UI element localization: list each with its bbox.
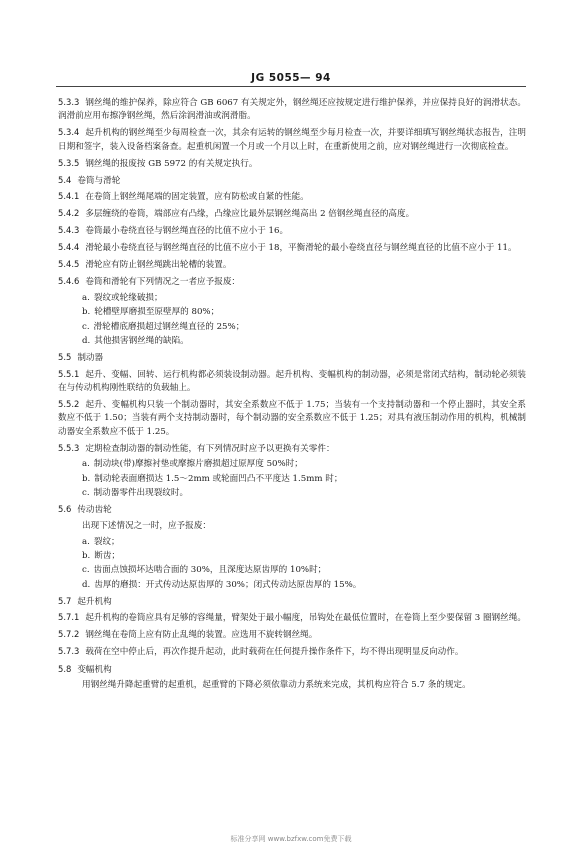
clause-number: 5.7.1 bbox=[58, 612, 80, 623]
clause-text: 出现下述情况之一时，应予报废： bbox=[82, 520, 211, 531]
list-item bbox=[58, 536, 526, 549]
clause-text: 载荷在空中停止后，再次作提升起动，此时载荷在任何提升操作条件下，均不得出现明显反向动作。 bbox=[85, 647, 464, 658]
clause-number: 5.5.1 bbox=[58, 368, 80, 379]
section-heading bbox=[58, 595, 526, 609]
clause-text: 卷筒最小卷绕直径与钢丝绳直径的比值不应小于 16。 bbox=[85, 226, 289, 237]
clause-number: 5.7 bbox=[58, 596, 72, 607]
clause-text: 变幅机构 bbox=[77, 664, 112, 675]
list-label: d. bbox=[82, 579, 91, 590]
section-heading bbox=[58, 663, 526, 677]
clause-text: 在卷筒上钢丝绳尾端的固定装置，应有防松或自紧的性能。 bbox=[85, 192, 309, 203]
list-item bbox=[58, 550, 526, 563]
standard-code-header: JG 5055— 94 bbox=[251, 72, 331, 84]
list-label: a. bbox=[82, 292, 90, 303]
clause-paragraph bbox=[58, 442, 526, 456]
clause-text: 起升机构 bbox=[77, 597, 112, 608]
clause-number: 5.5.2 bbox=[58, 398, 80, 409]
list-item bbox=[58, 335, 526, 348]
clause-number: 5.6 bbox=[58, 504, 72, 515]
clause-paragraph bbox=[58, 190, 526, 204]
clause-paragraph bbox=[58, 96, 526, 124]
clause-text: 钢丝绳的报废按 GB 5972 的有关规定执行。 bbox=[85, 158, 258, 169]
section-heading bbox=[58, 503, 526, 517]
list-item bbox=[58, 487, 526, 500]
list-label: b. bbox=[82, 307, 91, 318]
clause-paragraph bbox=[58, 224, 526, 238]
clause-number: 5.4.1 bbox=[58, 191, 80, 202]
watermark-footer: 标准分享网 www.bzfxw.com免费下载 bbox=[230, 835, 352, 843]
list-item bbox=[58, 579, 526, 592]
clause-text: 传动齿轮 bbox=[77, 505, 112, 516]
clause-paragraph bbox=[58, 126, 526, 154]
paragraph bbox=[58, 520, 526, 533]
header-rule bbox=[56, 86, 526, 87]
clause-text: 轮槽壁厚磨损至原壁厚的 80%； bbox=[94, 307, 220, 318]
clause-paragraph bbox=[58, 368, 526, 396]
clause-text: 钢丝绳的维护保养，除应符合 GB 6067 有关规定外，钢丝绳还应按规定进行维护保养，并应保持良好的润滑状态。润滑前应用布擦净钢丝绳，然后涂润滑油或润滑脂。 bbox=[58, 98, 526, 122]
list-label: d. bbox=[82, 335, 91, 346]
clause-paragraph bbox=[58, 611, 526, 625]
clause-text: 裂纹或轮缘破损； bbox=[93, 292, 163, 303]
clause-text: 起升、变幅机构只装一个制动器时，其安全系数应不低于 1.75；当装有一个支持制动器和一个停止器时，其安全系数应不低于 1.50；当装有两个支持制动器时，每个制动器的安全系数应不低于 1.25；对具有液压制动作用的机构，机械制动器安全系数应不低于 1.25。 bbox=[58, 399, 526, 437]
clause-text: 定期检查制动器的制动性能，有下列情况时应予以更换有关零件： bbox=[85, 443, 335, 454]
clause-text: 钢丝绳在卷筒上应有防止乱绳的装置。应选用不旋转钢丝绳。 bbox=[85, 630, 318, 641]
clause-number: 5.3.3 bbox=[58, 97, 80, 107]
list-label: b. bbox=[82, 551, 91, 562]
list-item bbox=[58, 321, 526, 334]
list-item bbox=[58, 473, 526, 486]
clause-paragraph bbox=[58, 241, 526, 255]
clause-text: 制动轮表面磨损达 1.5～2mm 或轮面凹凸不平度达 1.5mm 时； bbox=[94, 473, 343, 484]
clause-text: 起升、变幅、回转、运行机构都必须装设制动器。起升机构、变幅机构的制动器，必须是常闭式结构，制动轮必须装在与传动机构刚性联结的负载轴上。 bbox=[58, 369, 526, 393]
clause-number: 5.7.2 bbox=[58, 629, 80, 640]
clause-number: 5.4.6 bbox=[58, 275, 80, 286]
clause-paragraph bbox=[58, 258, 526, 272]
clause-text: 起升机构的卷筒应具有足够的容绳量，臂架处于最小幅度，吊钩处在最低位置时，在卷筒上至少要保留 3 圈钢丝绳。 bbox=[85, 613, 526, 624]
clause-text: 制动器 bbox=[77, 353, 104, 364]
list-label: b. bbox=[82, 473, 91, 484]
clause-number: 5.4 bbox=[58, 174, 72, 185]
list-item bbox=[58, 564, 526, 577]
list-item bbox=[58, 458, 526, 471]
clause-text: 断齿； bbox=[94, 551, 121, 562]
clause-paragraph bbox=[58, 628, 526, 642]
clause-text: 滑轮应有防止钢丝绳跳出轮槽的装置。 bbox=[85, 260, 232, 270]
clause-paragraph bbox=[58, 207, 526, 221]
clause-paragraph bbox=[58, 157, 526, 171]
clause-number: 5.5 bbox=[58, 352, 72, 363]
list-label: c. bbox=[82, 565, 90, 576]
clause-number: 5.3.5 bbox=[58, 157, 80, 168]
list-label: a. bbox=[82, 459, 90, 470]
clause-number: 5.7.3 bbox=[58, 646, 80, 657]
list-label: c. bbox=[82, 488, 90, 499]
clause-text: 多层缠绕的卷筒，端部应有凸缘，凸缘应比最外层钢丝绳高出 2 倍钢丝绳直径的高度。 bbox=[85, 209, 415, 220]
clause-number: 5.8 bbox=[58, 663, 72, 674]
clause-number: 5.4.3 bbox=[58, 225, 80, 236]
clause-text: 卷筒和滑轮有下列情况之一者应予报废： bbox=[85, 276, 241, 287]
clause-text: 制动器零件出现裂纹时。 bbox=[93, 488, 189, 499]
clause-text: 卷筒与滑轮 bbox=[77, 175, 121, 186]
clause-text: 滑轮槽底磨损超过钢丝绳直径的 25%； bbox=[93, 321, 245, 332]
clause-paragraph bbox=[58, 645, 526, 659]
clause-text: 其他损害钢丝绳的缺陷。 bbox=[94, 335, 189, 346]
clause-text: 滑轮最小卷绕直径与钢丝绳直径的比值不应小于 18，平衡滑轮的最小卷绕直径与钢丝绳直径的比值不应小于 11。 bbox=[85, 243, 517, 254]
clause-number: 5.4.5 bbox=[58, 259, 80, 269]
clause-text: 用钢丝绳升降起重臂的起重机，起重臂的下降必须依靠动力系统来完成，其机构应符合 5.7 条的规定。 bbox=[82, 680, 471, 691]
clause-paragraph bbox=[58, 398, 526, 439]
clause-paragraph bbox=[58, 275, 526, 289]
clause-number: 5.4.4 bbox=[58, 242, 80, 253]
clause-text: 裂纹； bbox=[93, 536, 120, 547]
clause-text: 齿面点蚀损坏达啮合面的 30%，且深度达原齿厚的 10%时； bbox=[93, 565, 327, 576]
clause-number: 5.3.4 bbox=[58, 127, 80, 138]
document-body bbox=[58, 96, 526, 695]
clause-number: 5.5.3 bbox=[58, 442, 80, 453]
clause-number: 5.4.2 bbox=[58, 208, 80, 219]
clause-text: 制动块(带)摩擦衬垫或摩擦片磨损超过原厚度 50%时； bbox=[93, 459, 303, 470]
clause-text: 起升机构的钢丝绳至少每周检查一次，其余有运转的钢丝绳至少每月检查一次，并要详细填写钢丝绳状态报告，注明日期和签字，装入设备档案备查。起重机闲置一个月或一个月以上时，在重新使用之前，应对钢丝绳进行一次彻底检查。 bbox=[58, 128, 526, 152]
list-label: a. bbox=[82, 536, 90, 547]
section-heading bbox=[58, 174, 526, 188]
list-item bbox=[58, 306, 526, 319]
list-item bbox=[58, 292, 526, 305]
clause-text: 齿厚的磨损：开式传动达原齿厚的 30%；闭式传动达原齿厚的 15%。 bbox=[94, 579, 362, 590]
list-label: c. bbox=[82, 321, 90, 332]
paragraph bbox=[58, 679, 526, 692]
section-heading bbox=[58, 351, 526, 365]
